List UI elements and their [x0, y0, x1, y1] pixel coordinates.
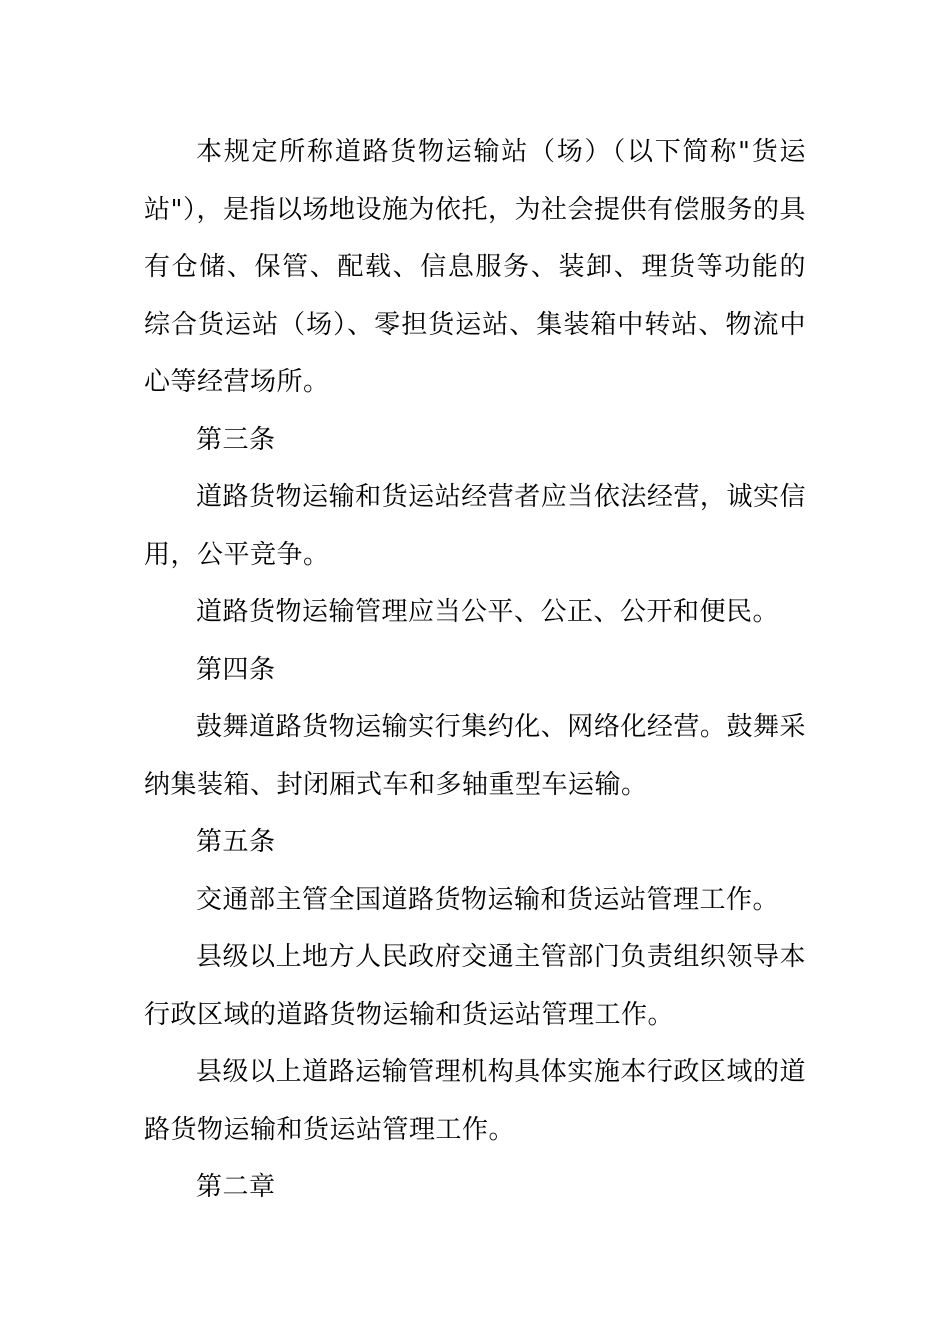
- paragraph-fair-management: 道路货物运输管理应当公平、公正、公开和便民。: [196, 597, 780, 627]
- paragraph-ministry: 交通部主管全国道路货物运输和货运站管理工作。: [196, 884, 780, 915]
- paragraph-county-government: 县级以上地方人民政府交通主管部门负责组织领导本行政区域的道路货物运输和货运站管理工作。: [144, 942, 806, 1030]
- paragraph-county-agency: 县级以上道路运输管理机构具体实施本行政区域的道路货物运输和货运站管理工作。: [144, 1057, 806, 1145]
- paragraph-definition: 本规定所称道路货物运输站（场）（以下简称"货运站"），是指以场地设施为依托，为社会提供有偿服务的具有仓储、保管、配载、信息服务、装卸、理货等功能的综合货运站（场）、零担货运站、集装箱中转站、物流中心等经营场所。: [144, 137, 806, 397]
- document-body: [144, 124, 806, 1217]
- article-heading-5: 第五条: [196, 827, 276, 857]
- paragraph-lawful-operation: 道路货物运输和货运站经营者应当依法经营，诚实信用，公平竞争。: [144, 482, 806, 570]
- paragraph-encouragement: 鼓舞道路货物运输实行集约化、网络化经营。鼓舞采纳集装箱、封闭厢式车和多轴重型车运输。: [144, 712, 806, 800]
- article-heading-3: 第三条: [196, 424, 276, 455]
- chapter-heading-2: 第二章: [196, 1172, 276, 1202]
- article-heading-4: 第四条: [196, 654, 276, 685]
